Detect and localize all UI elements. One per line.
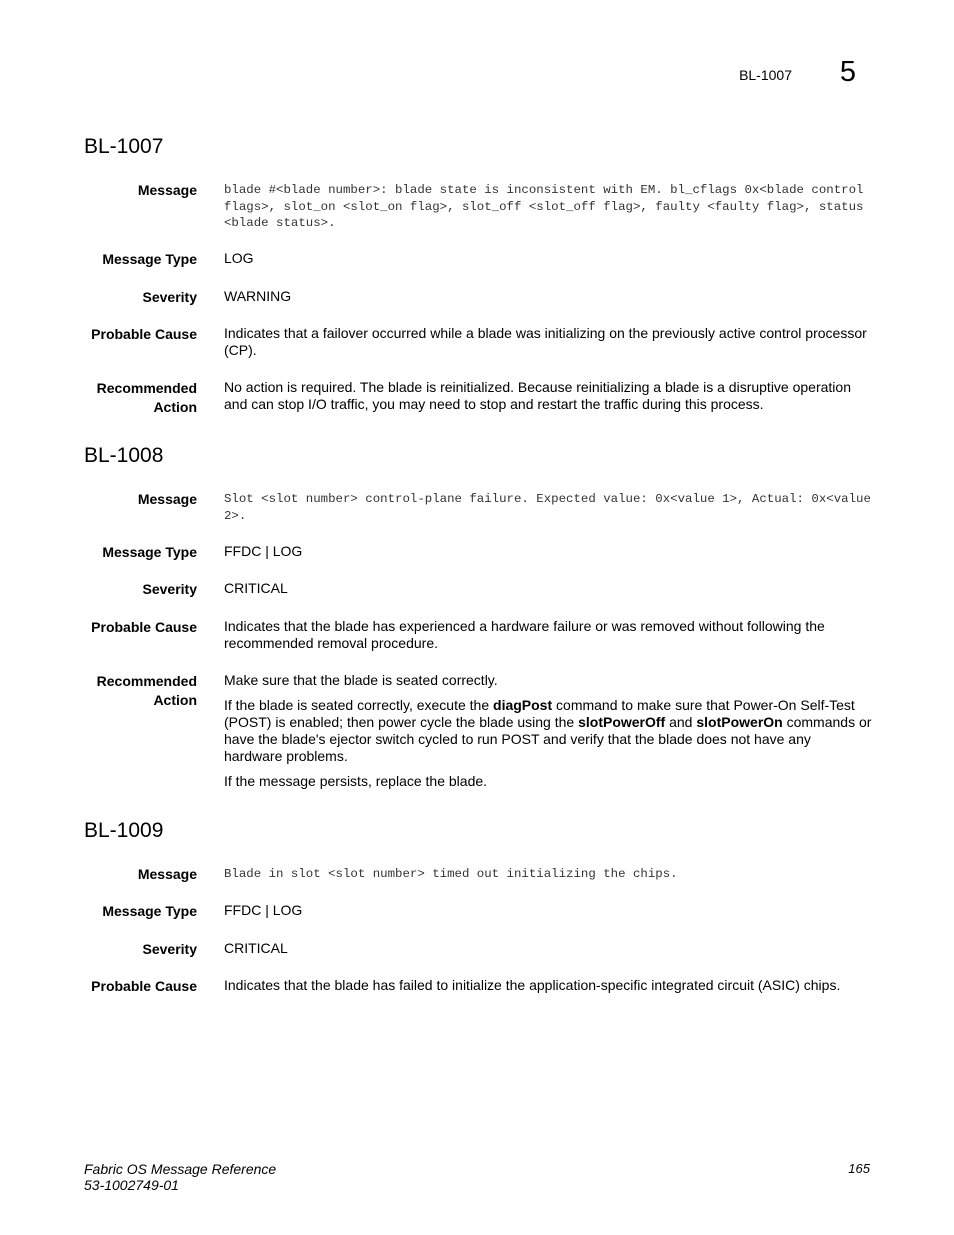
label-severity: Severity <box>142 581 197 597</box>
footer-doc-title: Fabric OS Message Reference <box>84 1161 277 1177</box>
label-probable-cause: Probable Cause <box>91 619 197 635</box>
action-text: command to make sure that Power-On Self-Test (POST) is enabled; then power cycle the blade using the <box>224 697 855 730</box>
severity-value: CRITICAL <box>224 580 288 596</box>
label-message-type: Message Type <box>102 903 197 919</box>
section-title: BL-1008 <box>84 444 164 467</box>
message-text: Blade in slot <slot number> timed out initializing the chips. <box>224 867 678 881</box>
running-header <box>600 58 860 92</box>
severity-value: CRITICAL <box>224 940 288 956</box>
action-text: If the blade is seated correctly, execute the <box>224 697 494 713</box>
message-text: Slot <slot number> control-plane failure. Expected value: 0x<value 1>, Actual: 0x<value 2>. <box>224 492 871 523</box>
label-message: Message <box>137 182 197 198</box>
probable-cause-text: Indicates that the blade has failed to initialize the application-specific integrated circuit (ASIC) chips. <box>224 977 841 993</box>
footer-doc-number: 53-1002749-01 <box>84 1177 179 1193</box>
command-slotpoweroff: slotPowerOff <box>578 714 666 730</box>
probable-cause-text: Indicates that a failover occurred while a blade was initializing on the previously active control processor (CP). <box>224 325 867 358</box>
label-message-type: Message Type <box>102 251 197 267</box>
label-probable-cause: Probable Cause <box>91 978 197 994</box>
label-recommended-line2: Action <box>153 399 197 415</box>
section-title: BL-1007 <box>84 135 164 158</box>
action-paragraph-commands <box>224 697 872 765</box>
message-type-value: FFDC | LOG <box>224 543 303 559</box>
running-header-title: BL-1007 <box>739 67 792 83</box>
footer-page-number: 165 <box>848 1161 870 1176</box>
message-type-value: FFDC | LOG <box>224 902 303 918</box>
section-title: BL-1009 <box>84 819 164 842</box>
action-paragraph: No action is required. The blade is reinitialized. Because reinitializing a blade is a disruptive operation and can stop I/O traffic, you may need to stop and restart the traffic during this process. <box>224 379 851 412</box>
label-message: Message <box>137 491 197 507</box>
label-message-type: Message Type <box>102 544 197 560</box>
label-recommended-action <box>60 672 197 710</box>
message-type-value: LOG <box>224 250 254 266</box>
label-severity: Severity <box>142 941 197 957</box>
recommended-action-text <box>224 672 872 790</box>
label-recommended-line1: Recommended <box>96 673 197 689</box>
chapter-number: 5 <box>839 56 856 88</box>
label-severity: Severity <box>142 289 197 305</box>
action-text: and <box>665 714 697 730</box>
command-slotpoweron: slotPowerOn <box>696 714 783 730</box>
command-diagpost: diagPost <box>493 697 553 713</box>
severity-value: WARNING <box>224 288 292 304</box>
recommended-action-text <box>224 379 872 413</box>
label-recommended-action <box>60 379 197 417</box>
label-recommended-line1: Recommended <box>96 380 197 396</box>
action-text: commands or have the blade's ejector switch cycled to run POST and verify that the blade does not have any hardware problems. <box>224 714 872 764</box>
message-text: blade #<blade number>: blade state is inconsistent with EM. bl_cflags 0x<blade control flags>, slot_on <slot_on flag>, slot_off <slot_off flag>, faulty <faulty flag>, status <blade status>. <box>224 183 864 230</box>
label-message: Message <box>137 866 197 882</box>
action-paragraph: Make sure that the blade is seated correctly. <box>224 672 498 688</box>
probable-cause-text: Indicates that the blade has experienced a hardware failure or was removed without following the recommended removal procedure. <box>224 618 825 651</box>
footer-document-info <box>84 1161 276 1193</box>
label-recommended-line2: Action <box>153 692 197 708</box>
action-paragraph: If the message persists, replace the blade. <box>224 773 488 789</box>
label-probable-cause: Probable Cause <box>91 326 197 342</box>
